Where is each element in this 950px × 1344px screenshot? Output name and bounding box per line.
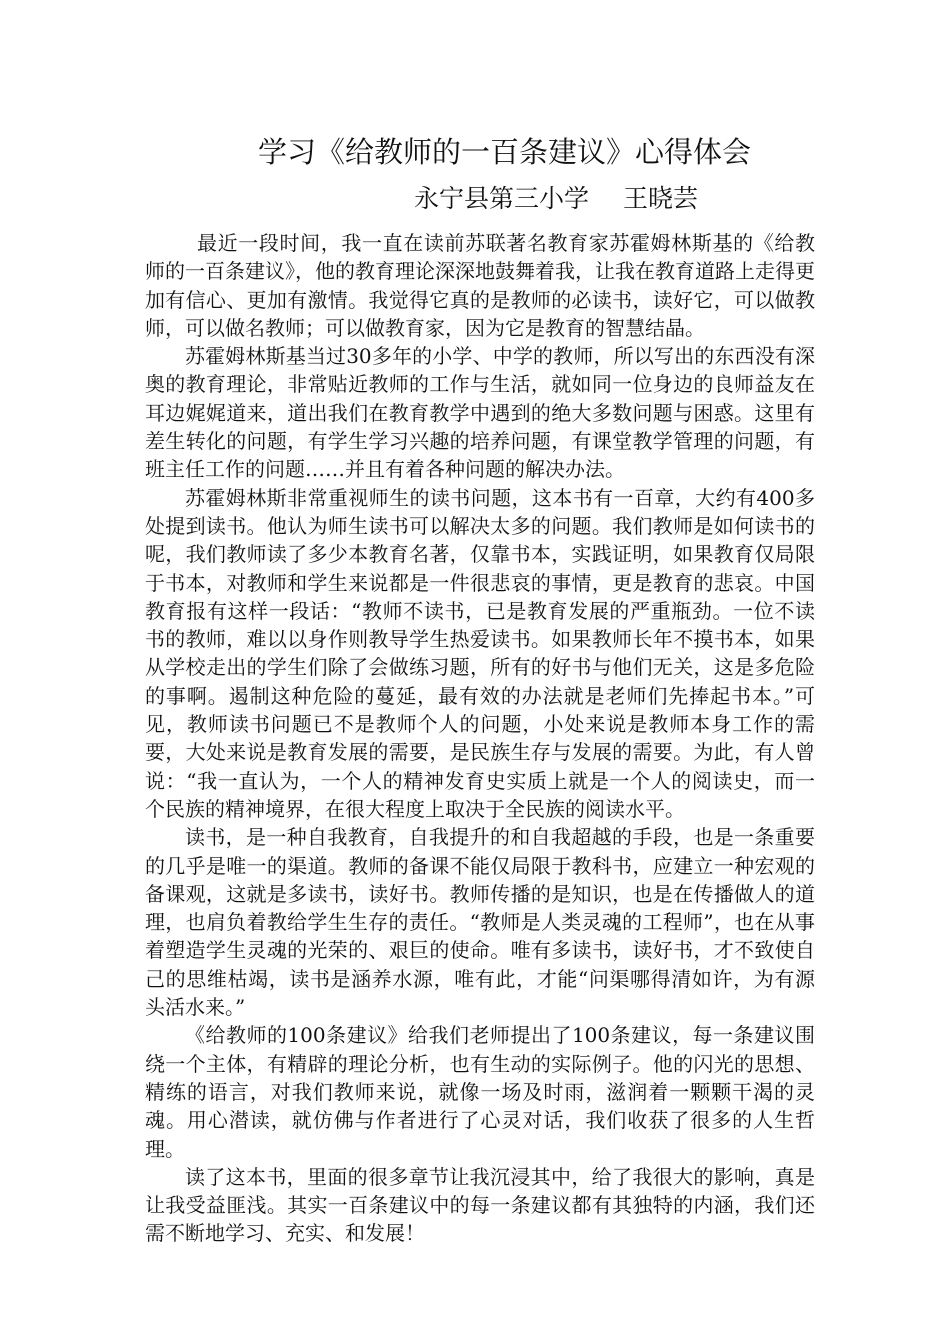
author-name: 王晓芸 [623, 184, 699, 213]
author-byline [414, 182, 834, 216]
school-name: 永宁县第三小学 [414, 184, 590, 213]
paragraph-6: 读了这本书，里面的很多章节让我沉浸其中，给了我很大的影响，真是让我受益匪浅。其实一百条建议中的每一条建议都有其独特的内涵，我们还需不断地学习、充实、和发展！ [145, 1164, 815, 1246]
document-body [145, 229, 815, 1248]
paragraph-5: 《给教师的100条建议》给我们老师提出了100条建议，每一条建议围绕一个主体，有精辟的理论分析，也有生动的实际例子。他的闪光的思想、精练的语言，对我们教师来说，就像一场及时雨，滋润着一颗颗干渴的灵魂。用心潜读，就仿佛与作者进行了心灵对话，我们收获了很多的人生哲理。 [145, 1023, 815, 1161]
document-title: 学习《给教师的一百条建议》心得体会 [258, 135, 752, 169]
paragraph-1: 最近一段时间，我一直在读前苏联著名教育家苏霍姆林斯基的《给教师的一百条建议》，他的教育理论深深地鼓舞着我，让我在教育道路上走得更加有信心、更加有激情。我觉得它真的是教师的必读书，读好它，可以做教师，可以做名教师；可以做教育家，因为它是教育的智慧结晶。 [145, 231, 815, 340]
paragraph-3: 苏霍姆林斯非常重视师生的读书问题，这本书有一百章，大约有400多处提到读书。他认为师生读书可以解决太多的问题。我们教师是如何读书的呢，我们教师读了多少本教育名著，仅靠书本，实践证明，如果教育仅局限于书本，对教师和学生来说都是一件很悲哀的事情，更是教育的悲哀。中国教育报有这样一段话：“教师不读书，已是教育发展的严重瓶劲。一位不读书的教师，难以以身作则教导学生热爱读书。如果教师长年不摸书本，如果从学校走出的学生们除了会做练习题，所有的好书与他们无关，这是多危险的事啊。遏制这种危险的蔓延，最有效的办法就是老师们先捧起书本。”可见，教师读书问题已不是教师个人的问题，小处来说是教师本身工作的需要，大处来说是教育发展的需要，是民族生存与发展的需要。为此，有人曾说：“我一直认为，一个人的精神发育史实质上就是一个人的阅读史，而一个民族的精神境界，在很大程度上取决于全民族的阅读水平。 [145, 485, 815, 821]
paragraph-4: 读书，是一种自我教育，自我提升的和自我超越的手段，也是一条重要的几乎是唯一的渠道。教师的备课不能仅局限于教科书，应建立一种宏观的备课观，这就是多读书，读好书。教师传播的是知识，也是在传播做人的道理，也肩负着教给学生生存的责任。“教师是人类灵魂的工程师”，也在从事着塑造学生灵魂的光荣的、艰巨的使命。唯有多读书，读好书，才不致使自己的思维枯竭，读书是涵养水源，唯有此，才能“问渠哪得清如许，为有源头活水来。” [145, 825, 815, 1020]
paragraph-2: 苏霍姆林斯基当过30多年的小学、中学的教师，所以写出的东西没有深奥的教育理论，非常贴近教师的工作与生活，就如同一位身边的良师益友在耳边娓娓道来，道出我们在教育教学中遇到的绝大多数问题与困惑。这里有差生转化的问题，有学生学习兴趣的培养问题，有课堂教学管理的问题，有班主任工作的问题……并且有着各种问题的解决办法。 [145, 344, 815, 482]
